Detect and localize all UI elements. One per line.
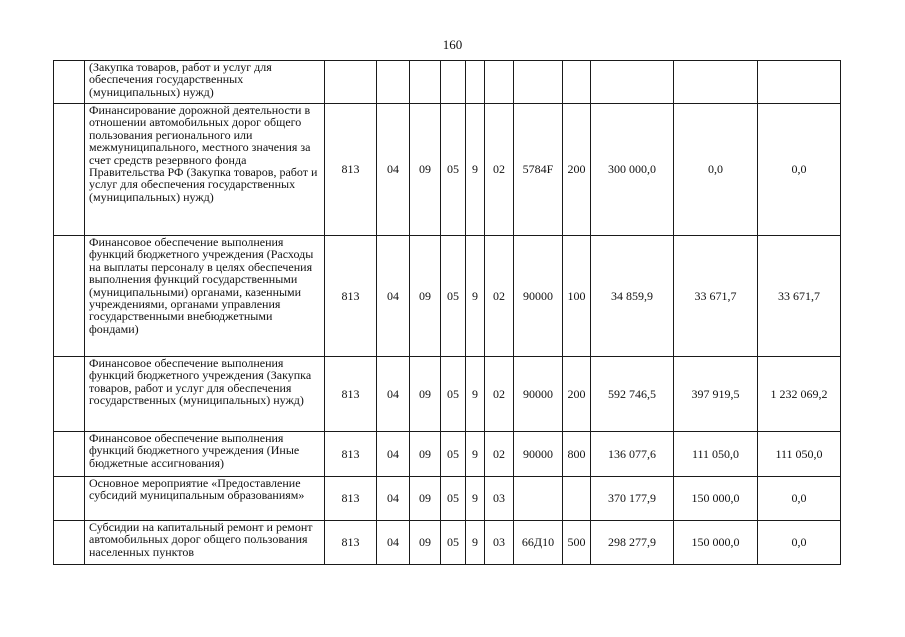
event-code-cell: 03 [485,477,514,521]
section-cell: 04 [377,477,410,521]
section-cell: 04 [377,104,410,236]
subprogram-code-cell: 9 [466,104,485,236]
ministry-code-cell: 813 [325,104,377,236]
subsection-cell: 09 [410,477,441,521]
amount-year1-cell: 298 277,9 [591,521,674,565]
section-cell: 04 [377,432,410,477]
program-code-cell: 05 [441,104,466,236]
amount-year2-cell: 397 919,5 [674,357,758,432]
table-row [54,432,841,477]
amount-year3-cell: 111 050,0 [758,432,841,477]
program-code-cell: 05 [441,521,466,565]
section-cell: 04 [377,357,410,432]
amount-year2-cell: 150 000,0 [674,477,758,521]
amount-year2-cell: 33 671,7 [674,236,758,357]
ministry-code-cell: 813 [325,357,377,432]
expense-type-cell [563,61,591,104]
ministry-code-cell [325,61,377,104]
expense-type-cell: 200 [563,104,591,236]
table-row [54,61,841,104]
program-code-cell: 05 [441,477,466,521]
row-index-cell [54,104,85,236]
subprogram-code-cell: 9 [466,432,485,477]
amount-year1-cell: 34 859,9 [591,236,674,357]
ministry-code-cell: 813 [325,432,377,477]
subsection-cell: 09 [410,432,441,477]
direction-code-cell: 90000 [514,357,563,432]
direction-code-cell: 90000 [514,432,563,477]
budget-table [53,60,841,565]
amount-year3-cell: 1 232 069,2 [758,357,841,432]
amount-year1-cell: 300 000,0 [591,104,674,236]
name-cell: (Закупка товаров, работ и услуг для обеспечения государственных (муниципальных) нужд) [85,61,325,104]
row-index-cell [54,521,85,565]
subprogram-code-cell: 9 [466,477,485,521]
amount-year1-cell: 136 077,6 [591,432,674,477]
section-cell [377,61,410,104]
amount-year3-cell: 0,0 [758,477,841,521]
table-row [54,104,841,236]
direction-code-cell [514,61,563,104]
subprogram-code-cell: 9 [466,236,485,357]
subprogram-code-cell: 9 [466,357,485,432]
table-row [54,521,841,565]
row-index-cell [54,477,85,521]
ministry-code-cell: 813 [325,236,377,357]
amount-year3-cell: 0,0 [758,104,841,236]
event-code-cell: 02 [485,357,514,432]
expense-type-cell: 100 [563,236,591,357]
program-code-cell [441,61,466,104]
program-code-cell: 05 [441,236,466,357]
ministry-code-cell: 813 [325,477,377,521]
direction-code-cell: 90000 [514,236,563,357]
expense-type-cell [563,477,591,521]
table-row [54,357,841,432]
program-code-cell: 05 [441,357,466,432]
name-cell: Основное мероприятие «Предоставление субсидий муниципальным образованиям» [85,477,325,521]
direction-code-cell: 66Д10 [514,521,563,565]
event-code-cell: 02 [485,432,514,477]
page-number: 160 [442,37,463,52]
direction-code-cell [514,477,563,521]
subprogram-code-cell: 9 [466,521,485,565]
subsection-cell: 09 [410,236,441,357]
table-row [54,236,841,357]
name-cell: Финансовое обеспечение выполнения функций бюджетного учреждения (Иные бюджетные ассигнования) [85,432,325,477]
amount-year1-cell [591,61,674,104]
row-index-cell [54,61,85,104]
event-code-cell: 02 [485,236,514,357]
amount-year3-cell: 33 671,7 [758,236,841,357]
expense-type-cell: 500 [563,521,591,565]
name-cell: Субсидии на капитальный ремонт и ремонт автомобильных дорог общего пользования населенных пунктов [85,521,325,565]
event-code-cell: 02 [485,104,514,236]
amount-year2-cell: 150 000,0 [674,521,758,565]
subsection-cell: 09 [410,104,441,236]
amount-year3-cell: 0,0 [758,521,841,565]
amount-year2-cell [674,61,758,104]
name-cell: Финансовое обеспечение выполнения функций бюджетного учреждения (Закупка товаров, работ и услуг для обеспечения государственных (муниципальных) нужд) [85,357,325,432]
amount-year1-cell: 370 177,9 [591,477,674,521]
program-code-cell: 05 [441,432,466,477]
subsection-cell: 09 [410,357,441,432]
expense-type-cell: 800 [563,432,591,477]
event-code-cell: 03 [485,521,514,565]
subsection-cell [410,61,441,104]
amount-year3-cell [758,61,841,104]
subsection-cell: 09 [410,521,441,565]
name-cell: Финансовое обеспечение выполнения функций бюджетного учреждения (Расходы на выплаты персоналу в целях обеспечения выполнения функций государственными (муниципальными) органами, казенными учреждениями, органами управления государственными внебюджетными фондами) [85,236,325,357]
name-cell: Финансирование дорожной деятельности в отношении автомобильных дорог общего пользования регионального или межмуниципального, местного значения за счет средств резервного фонда Правительства РФ (Закупка товаров, работ и услуг для обеспечения государственных (муниципальных) нужд) [85,104,325,236]
event-code-cell [485,61,514,104]
amount-year1-cell: 592 746,5 [591,357,674,432]
row-index-cell [54,236,85,357]
section-cell: 04 [377,521,410,565]
table-row [54,477,841,521]
amount-year2-cell: 111 050,0 [674,432,758,477]
direction-code-cell: 5784F [514,104,563,236]
amount-year2-cell: 0,0 [674,104,758,236]
row-index-cell [54,432,85,477]
ministry-code-cell: 813 [325,521,377,565]
subprogram-code-cell [466,61,485,104]
expense-type-cell: 200 [563,357,591,432]
section-cell: 04 [377,236,410,357]
row-index-cell [54,357,85,432]
